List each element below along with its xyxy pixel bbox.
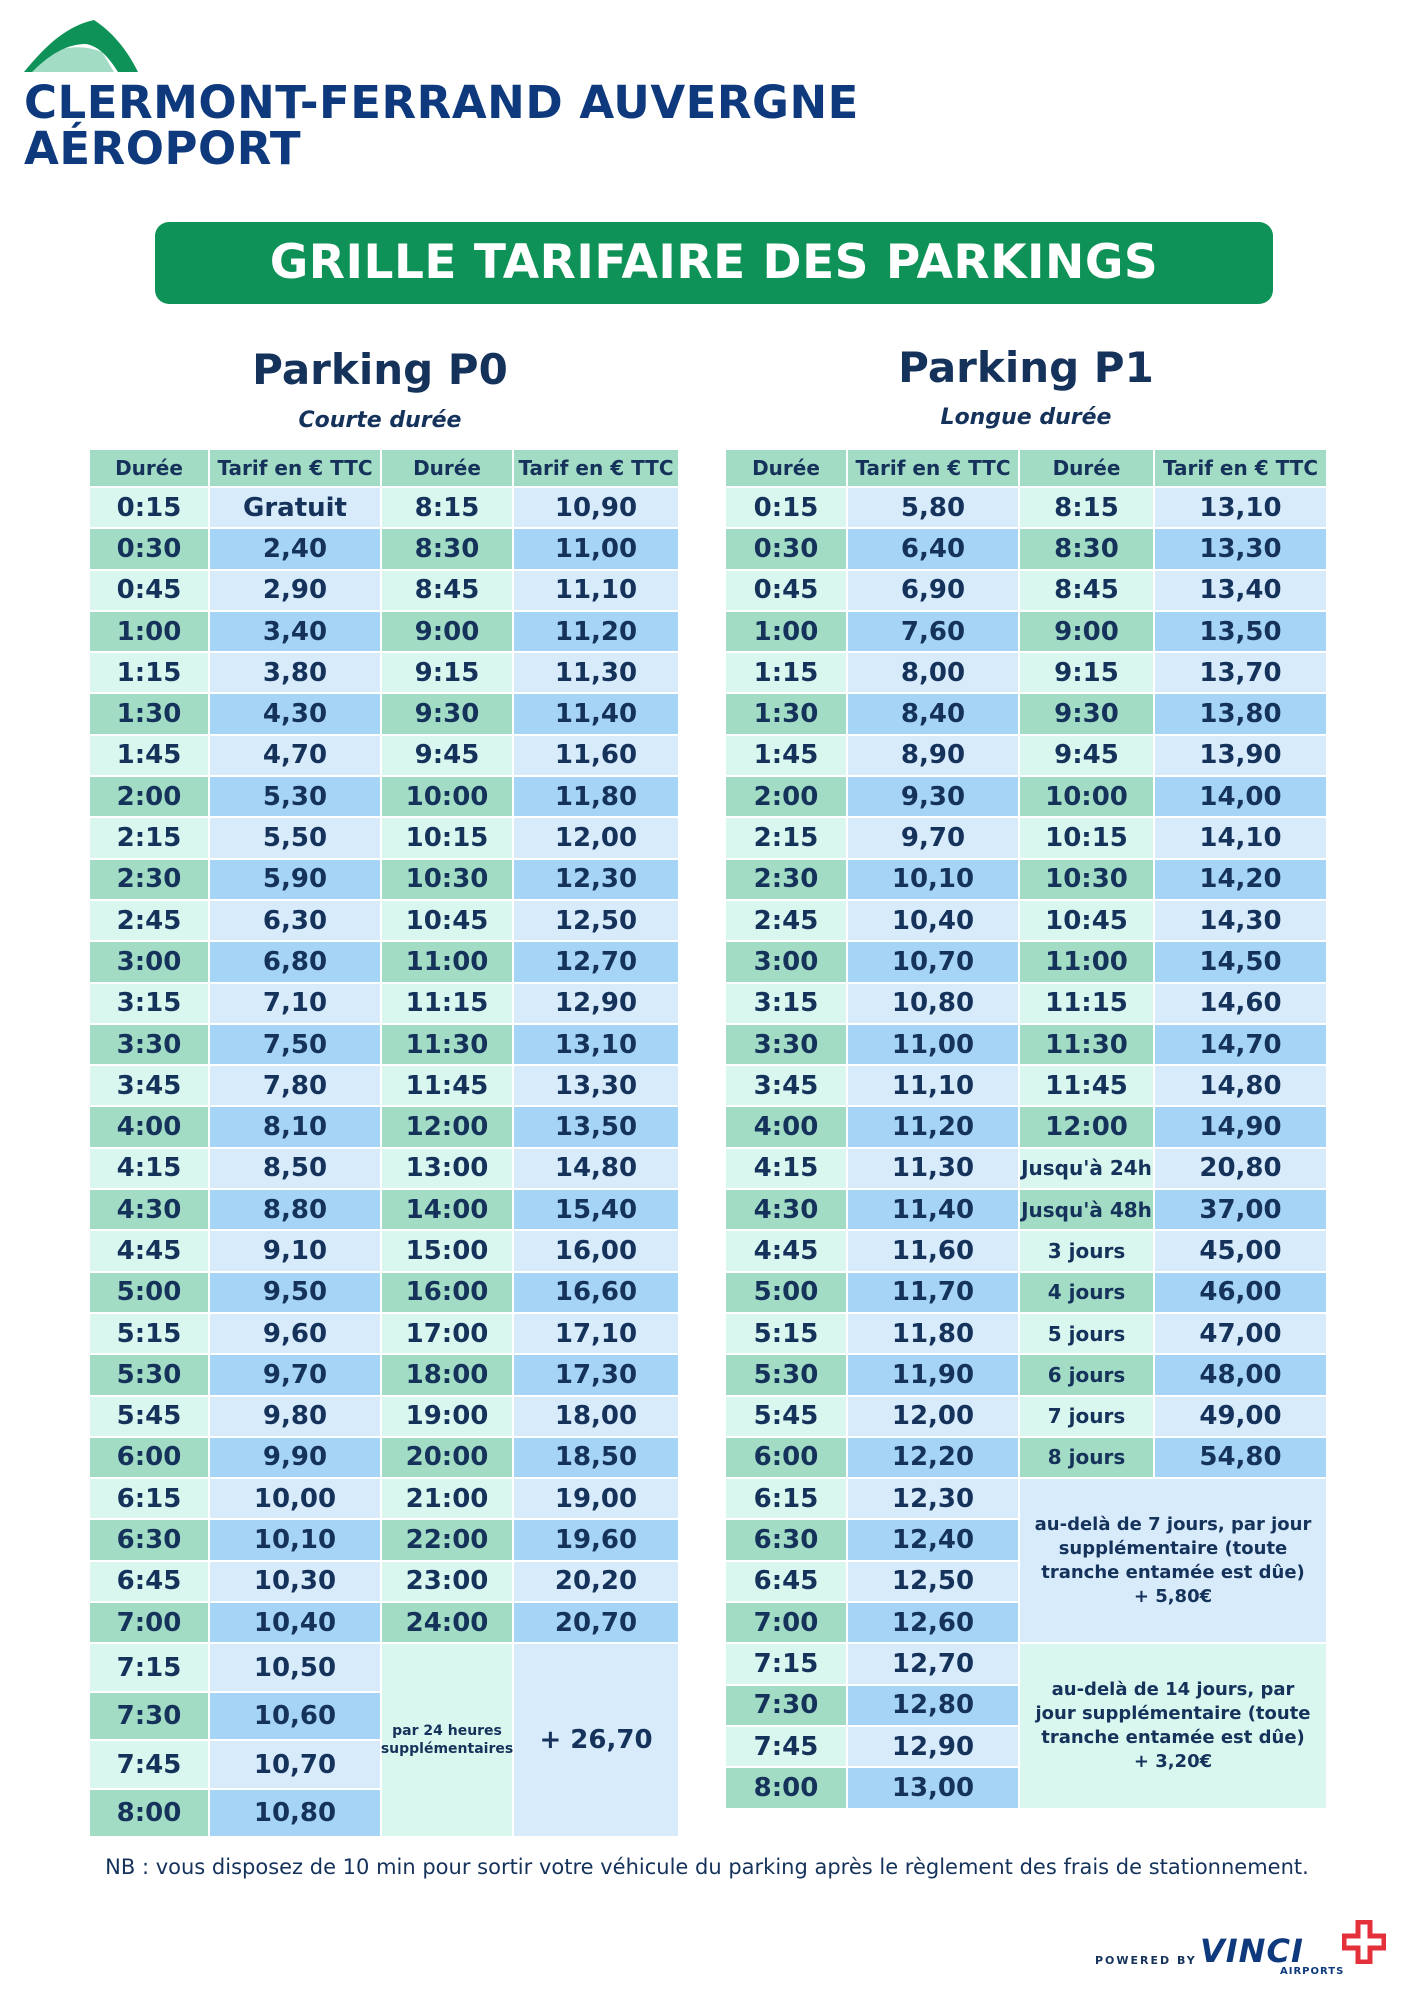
p1-duration-cell: 5:45: [726, 1397, 846, 1436]
p0-duration-cell: 20:00: [382, 1438, 512, 1477]
p1-duration-cell: 5:00: [726, 1273, 846, 1312]
p0-rate-cell: 20,70: [514, 1603, 678, 1642]
p1-duration-cell: 9:30: [1020, 694, 1153, 733]
p1-rate-cell: 47,00: [1155, 1314, 1326, 1353]
p0-duration-cell: 2:45: [90, 901, 208, 940]
p0-rate-cell: Gratuit: [210, 488, 380, 527]
p0-rate-header: Tarif en € TTC: [210, 450, 380, 486]
p1-rate-cell: 13,90: [1155, 736, 1326, 775]
p1-duration-cell: Jusqu'à 24h: [1020, 1149, 1153, 1188]
p0-rate-cell: 9,60: [210, 1314, 380, 1353]
p1-rate-cell: 49,00: [1155, 1397, 1326, 1436]
p1-duration-cell: 11:15: [1020, 984, 1153, 1023]
p0-duration-cell: 1:00: [90, 612, 208, 651]
p1-rate-cell: 12,00: [848, 1397, 1018, 1436]
p1-duration-cell: 5 jours: [1020, 1314, 1153, 1353]
p0-rate-cell: 10,50: [210, 1644, 380, 1691]
p0-duration-cell: 5:45: [90, 1397, 208, 1436]
p0-duration-cell: 15:00: [382, 1231, 512, 1270]
p1-duration-cell: 6:15: [726, 1479, 846, 1518]
p1-rate-cell: 12,90: [848, 1727, 1018, 1766]
p0-duration-cell: 23:00: [382, 1562, 512, 1601]
p1-duration-cell: 1:15: [726, 653, 846, 692]
p1-duration-cell: 10:30: [1020, 860, 1153, 899]
p1-subtitle: Longue durée: [940, 405, 1112, 430]
p0-rate-cell: 16,60: [514, 1273, 678, 1312]
p1-rate-cell: 14,00: [1155, 777, 1326, 816]
p0-rate-cell: 16,00: [514, 1231, 678, 1270]
p1-over-7-days-note: au-delà de 7 jours, par jour supplémentaire (toute tranche entamée est dûe) + 5,80€: [1020, 1479, 1326, 1642]
p1-duration-cell: 4:00: [726, 1107, 846, 1146]
p1-rate-cell: 11,40: [848, 1190, 1018, 1229]
p1-duration-cell: 11:45: [1020, 1066, 1153, 1105]
p1-rate-cell: 10,70: [848, 942, 1018, 981]
p0-duration-cell: 7:45: [90, 1741, 208, 1788]
p0-rate-cell: 11,40: [514, 694, 678, 733]
p1-rate-cell: 20,80: [1155, 1149, 1326, 1188]
p1-rate-cell: 8,40: [848, 694, 1018, 733]
p0-rate-cell: 13,30: [514, 1066, 678, 1105]
p1-rate-cell: 45,00: [1155, 1231, 1326, 1270]
p1-rate-cell: 14,50: [1155, 942, 1326, 981]
p1-rate-cell: 11,70: [848, 1273, 1018, 1312]
p1-duration-cell: 10:45: [1020, 901, 1153, 940]
p1-rate-header: Tarif en € TTC: [1155, 450, 1326, 486]
p0-rate-cell: 11,20: [514, 612, 678, 651]
p1-rate-cell: 10,80: [848, 984, 1018, 1023]
p1-duration-cell: 6:00: [726, 1438, 846, 1477]
p0-duration-cell: 7:15: [90, 1644, 208, 1691]
p1-duration-cell: 7 jours: [1020, 1397, 1153, 1436]
p0-duration-cell: 0:45: [90, 571, 208, 610]
p1-rate-cell: 12,40: [848, 1520, 1018, 1559]
p0-duration-cell: 1:15: [90, 653, 208, 692]
p1-duration-cell: 1:30: [726, 694, 846, 733]
p0-duration-header: Durée: [90, 450, 208, 486]
p0-duration-header: Durée: [382, 450, 512, 486]
p1-rate-cell: 10,10: [848, 860, 1018, 899]
p0-rate-cell: 8,80: [210, 1190, 380, 1229]
p0-duration-cell: 2:15: [90, 818, 208, 857]
p1-rate-cell: 13,80: [1155, 694, 1326, 733]
p1-duration-cell: 10:00: [1020, 777, 1153, 816]
p0-duration-cell: 11:15: [382, 984, 512, 1023]
p0-rate-cell: 7,80: [210, 1066, 380, 1105]
p0-rate-table: [90, 450, 678, 1836]
p1-duration-cell: Jusqu'à 48h: [1020, 1190, 1153, 1229]
brand-line-2: AÉROPORT: [24, 122, 302, 175]
p1-duration-cell: 9:00: [1020, 612, 1153, 651]
p1-duration-cell: 2:15: [726, 818, 846, 857]
p0-duration-cell: 22:00: [382, 1520, 512, 1559]
p0-subtitle: Courte durée: [298, 408, 462, 433]
p1-rate-cell: 9,70: [848, 818, 1018, 857]
p0-duration-cell: 10:45: [382, 901, 512, 940]
p1-duration-cell: 8:00: [726, 1768, 846, 1807]
p0-duration-cell: 10:15: [382, 818, 512, 857]
p1-duration-cell: 3:00: [726, 942, 846, 981]
p1-over-14-days-note: au-delà de 14 jours, par jour supplémentaire (toute tranche entamée est dûe) + 3,20€: [1020, 1644, 1326, 1807]
p0-rate-cell: 17,30: [514, 1355, 678, 1394]
p0-duration-cell: 7:00: [90, 1603, 208, 1642]
p1-rate-cell: 5,80: [848, 488, 1018, 527]
p1-duration-cell: 5:15: [726, 1314, 846, 1353]
p1-rate-cell: 13,40: [1155, 571, 1326, 610]
p1-duration-cell: 8:45: [1020, 571, 1153, 610]
p0-duration-cell: 8:15: [382, 488, 512, 527]
p0-rate-cell: 19,00: [514, 1479, 678, 1518]
p1-duration-cell: 10:15: [1020, 818, 1153, 857]
p0-duration-cell: 6:45: [90, 1562, 208, 1601]
p0-duration-cell: 9:15: [382, 653, 512, 692]
p0-rate-cell: 20,20: [514, 1562, 678, 1601]
p0-duration-cell: 8:30: [382, 529, 512, 568]
p1-duration-cell: 2:00: [726, 777, 846, 816]
p0-duration-cell: 3:00: [90, 942, 208, 981]
p1-duration-cell: 6:45: [726, 1562, 846, 1601]
p0-duration-cell: 2:00: [90, 777, 208, 816]
p0-rate-cell: 9,80: [210, 1397, 380, 1436]
p0-duration-cell: 4:00: [90, 1107, 208, 1146]
p1-duration-cell: 7:45: [726, 1727, 846, 1766]
p1-rate-cell: 11,80: [848, 1314, 1018, 1353]
p0-duration-cell: 7:30: [90, 1693, 208, 1740]
p0-duration-cell: 10:00: [382, 777, 512, 816]
p0-duration-cell: 18:00: [382, 1355, 512, 1394]
p0-rate-cell: 9,50: [210, 1273, 380, 1312]
p0-duration-cell: 5:30: [90, 1355, 208, 1394]
p0-duration-cell: 4:15: [90, 1149, 208, 1188]
p1-rate-cell: 11,60: [848, 1231, 1018, 1270]
p1-duration-cell: 3:15: [726, 984, 846, 1023]
p1-rate-cell: 8,90: [848, 736, 1018, 775]
p1-rate-cell: 14,60: [1155, 984, 1326, 1023]
p1-rate-cell: 10,40: [848, 901, 1018, 940]
p0-rate-cell: 10,90: [514, 488, 678, 527]
p1-rate-cell: 13,10: [1155, 488, 1326, 527]
vinci-cross-logo-icon: [1342, 1920, 1386, 1964]
p1-rate-cell: 11,90: [848, 1355, 1018, 1394]
p1-duration-cell: 12:00: [1020, 1107, 1153, 1146]
p0-duration-cell: 6:30: [90, 1520, 208, 1559]
footer-note: NB : vous disposez de 10 min pour sortir votre véhicule du parking après le règlement des frais de stationnement.: [105, 1855, 1309, 1879]
p1-rate-cell: 9,30: [848, 777, 1018, 816]
p1-rate-cell: 12,30: [848, 1479, 1018, 1518]
p1-duration-cell: 11:30: [1020, 1025, 1153, 1064]
p0-rate-cell: 5,90: [210, 860, 380, 899]
p0-rate-cell: 10,30: [210, 1562, 380, 1601]
p0-rate-cell: 5,50: [210, 818, 380, 857]
p0-duration-cell: 0:15: [90, 488, 208, 527]
p0-rate-cell: 11,30: [514, 653, 678, 692]
p1-duration-cell: 0:45: [726, 571, 846, 610]
p0-duration-cell: 9:00: [382, 612, 512, 651]
p1-rate-cell: 11,30: [848, 1149, 1018, 1188]
p1-rate-cell: 14,20: [1155, 860, 1326, 899]
p0-duration-cell: 5:00: [90, 1273, 208, 1312]
p0-rate-cell: 13,10: [514, 1025, 678, 1064]
p0-title: Parking P0: [252, 345, 508, 394]
p0-duration-cell: 8:45: [382, 571, 512, 610]
p0-rate-cell: 19,60: [514, 1520, 678, 1559]
p1-rate-cell: 6,90: [848, 571, 1018, 610]
p0-duration-cell: 0:30: [90, 529, 208, 568]
p1-duration-cell: 8 jours: [1020, 1438, 1153, 1477]
p0-duration-cell: 3:30: [90, 1025, 208, 1064]
p1-duration-cell: 4:30: [726, 1190, 846, 1229]
p1-duration-cell: 7:30: [726, 1686, 846, 1725]
p1-rate-cell: 13,50: [1155, 612, 1326, 651]
p1-duration-cell: 3:30: [726, 1025, 846, 1064]
p0-duration-cell: 4:45: [90, 1231, 208, 1270]
brand-line-1: CLERMONT-FERRAND AUVERGNE: [24, 76, 859, 129]
p0-rate-cell: 13,50: [514, 1107, 678, 1146]
airport-brand-name: [24, 76, 859, 175]
p0-rate-cell: 10,70: [210, 1741, 380, 1788]
p1-rate-cell: 12,60: [848, 1603, 1018, 1642]
p0-rate-cell: 12,50: [514, 901, 678, 940]
p1-rate-cell: 37,00: [1155, 1190, 1326, 1229]
p0-rate-cell: 10,10: [210, 1520, 380, 1559]
p1-rate-cell: 12,70: [848, 1644, 1018, 1683]
p0-rate-cell: 7,10: [210, 984, 380, 1023]
p1-rate-cell: 14,70: [1155, 1025, 1326, 1064]
p0-rate-cell: 4,30: [210, 694, 380, 733]
p1-rate-cell: 48,00: [1155, 1355, 1326, 1394]
p1-duration-cell: 6:30: [726, 1520, 846, 1559]
p0-duration-cell: 13:00: [382, 1149, 512, 1188]
p0-rate-cell: 10,60: [210, 1693, 380, 1740]
p0-duration-cell: 21:00: [382, 1479, 512, 1518]
p1-duration-cell: 2:30: [726, 860, 846, 899]
airport-logo-icon: [22, 18, 142, 74]
p1-duration-cell: 6 jours: [1020, 1355, 1153, 1394]
p0-duration-cell: 9:30: [382, 694, 512, 733]
p1-rate-cell: 11,00: [848, 1025, 1018, 1064]
p0-rate-cell: 6,80: [210, 942, 380, 981]
p0-rate-cell: 14,80: [514, 1149, 678, 1188]
p0-duration-cell: 3:15: [90, 984, 208, 1023]
p1-duration-cell: 2:45: [726, 901, 846, 940]
p0-rate-cell: 11,00: [514, 529, 678, 568]
p1-duration-cell: 7:15: [726, 1644, 846, 1683]
p0-rate-cell: 8,50: [210, 1149, 380, 1188]
p1-duration-cell: 4:45: [726, 1231, 846, 1270]
p0-rate-cell: 12,90: [514, 984, 678, 1023]
p1-duration-cell: 8:15: [1020, 488, 1153, 527]
p0-rate-cell: 3,80: [210, 653, 380, 692]
p0-rate-cell: 11,10: [514, 571, 678, 610]
vinci-airports-label: AIRPORTS: [1280, 1966, 1345, 1977]
p0-rate-cell: 10,00: [210, 1479, 380, 1518]
p1-rate-cell: 7,60: [848, 612, 1018, 651]
p0-duration-cell: 5:15: [90, 1314, 208, 1353]
p1-duration-cell: 9:15: [1020, 653, 1153, 692]
p1-rate-cell: 13,70: [1155, 653, 1326, 692]
p1-duration-cell: 11:00: [1020, 942, 1153, 981]
p0-rate-cell: 2,90: [210, 571, 380, 610]
p1-rate-cell: 12,80: [848, 1686, 1018, 1725]
p0-duration-cell: 3:45: [90, 1066, 208, 1105]
p1-duration-cell: 1:45: [726, 736, 846, 775]
p0-duration-cell: 11:45: [382, 1066, 512, 1105]
p1-duration-cell: 8:30: [1020, 529, 1153, 568]
p0-duration-cell: 6:15: [90, 1479, 208, 1518]
p1-duration-cell: 7:00: [726, 1603, 846, 1642]
p1-duration-cell: 5:30: [726, 1355, 846, 1394]
vinci-logo-text: VINCI: [1200, 1932, 1304, 1970]
p0-duration-cell: 8:00: [90, 1790, 208, 1837]
p1-duration-cell: 1:00: [726, 612, 846, 651]
p0-rate-cell: 7,50: [210, 1025, 380, 1064]
p0-duration-cell: 14:00: [382, 1190, 512, 1229]
p0-rate-cell: 10,80: [210, 1790, 380, 1837]
p0-rate-cell: 12,00: [514, 818, 678, 857]
p1-duration-cell: 3:45: [726, 1066, 846, 1105]
p1-rate-cell: 11,10: [848, 1066, 1018, 1105]
p0-duration-cell: 11:30: [382, 1025, 512, 1064]
p0-rate-cell: 2,40: [210, 529, 380, 568]
p1-rate-cell: 12,50: [848, 1562, 1018, 1601]
p0-extra-day-rate: + 26,70: [514, 1644, 678, 1836]
p1-rate-cell: 14,10: [1155, 818, 1326, 857]
p1-duration-header: Durée: [1020, 450, 1153, 486]
p0-rate-cell: 9,10: [210, 1231, 380, 1270]
p0-duration-cell: 4:30: [90, 1190, 208, 1229]
p0-duration-cell: 9:45: [382, 736, 512, 775]
p0-duration-cell: 2:30: [90, 860, 208, 899]
p0-duration-cell: 19:00: [382, 1397, 512, 1436]
p1-duration-cell: 0:30: [726, 529, 846, 568]
p1-rate-cell: 13,00: [848, 1768, 1018, 1807]
p0-duration-cell: 1:45: [90, 736, 208, 775]
p0-rate-cell: 17,10: [514, 1314, 678, 1353]
p1-duration-cell: 0:15: [726, 488, 846, 527]
p0-rate-cell: 12,70: [514, 942, 678, 981]
p1-rate-table: [726, 450, 1326, 1808]
p1-duration-cell: 9:45: [1020, 736, 1153, 775]
p1-rate-cell: 14,90: [1155, 1107, 1326, 1146]
p0-duration-cell: 12:00: [382, 1107, 512, 1146]
p0-rate-cell: 11,80: [514, 777, 678, 816]
p0-rate-cell: 18,50: [514, 1438, 678, 1477]
p0-rate-cell: 9,70: [210, 1355, 380, 1394]
p1-rate-cell: 11,20: [848, 1107, 1018, 1146]
p1-rate-cell: 46,00: [1155, 1273, 1326, 1312]
p1-rate-cell: 6,40: [848, 529, 1018, 568]
p1-title: Parking P1: [898, 343, 1154, 392]
powered-by-label: POWERED BY: [1095, 1954, 1197, 1967]
p0-duration-cell: 24:00: [382, 1603, 512, 1642]
p0-duration-cell: 16:00: [382, 1273, 512, 1312]
p0-duration-cell: 11:00: [382, 942, 512, 981]
p0-rate-cell: 15,40: [514, 1190, 678, 1229]
p1-duration-header: Durée: [726, 450, 846, 486]
p0-rate-cell: 3,40: [210, 612, 380, 651]
p0-rate-header: Tarif en € TTC: [514, 450, 678, 486]
p0-rate-cell: 10,40: [210, 1603, 380, 1642]
p0-rate-cell: 6,30: [210, 901, 380, 940]
p0-rate-cell: 8,10: [210, 1107, 380, 1146]
p1-rate-cell: 8,00: [848, 653, 1018, 692]
p1-rate-cell: 14,80: [1155, 1066, 1326, 1105]
p0-rate-cell: 5,30: [210, 777, 380, 816]
p1-rate-cell: 13,30: [1155, 529, 1326, 568]
p0-rate-cell: 11,60: [514, 736, 678, 775]
page-title-banner: GRILLE TARIFAIRE DES PARKINGS VOITURE: [155, 222, 1273, 304]
p0-duration-cell: 10:30: [382, 860, 512, 899]
p1-rate-cell: 12,20: [848, 1438, 1018, 1477]
p0-duration-cell: 6:00: [90, 1438, 208, 1477]
p1-rate-cell: 14,30: [1155, 901, 1326, 940]
p0-rate-cell: 12,30: [514, 860, 678, 899]
p1-duration-cell: 4:15: [726, 1149, 846, 1188]
p0-duration-cell: 1:30: [90, 694, 208, 733]
p0-duration-cell: 17:00: [382, 1314, 512, 1353]
p1-rate-cell: 54,80: [1155, 1438, 1326, 1477]
p1-duration-cell: 3 jours: [1020, 1231, 1153, 1270]
p1-duration-cell: 4 jours: [1020, 1273, 1153, 1312]
p0-rate-cell: 4,70: [210, 736, 380, 775]
p0-rate-cell: 9,90: [210, 1438, 380, 1477]
p0-extra-day-label: par 24 heures supplémentaires: [382, 1644, 512, 1836]
p0-rate-cell: 18,00: [514, 1397, 678, 1436]
p1-rate-header: Tarif en € TTC: [848, 450, 1018, 486]
